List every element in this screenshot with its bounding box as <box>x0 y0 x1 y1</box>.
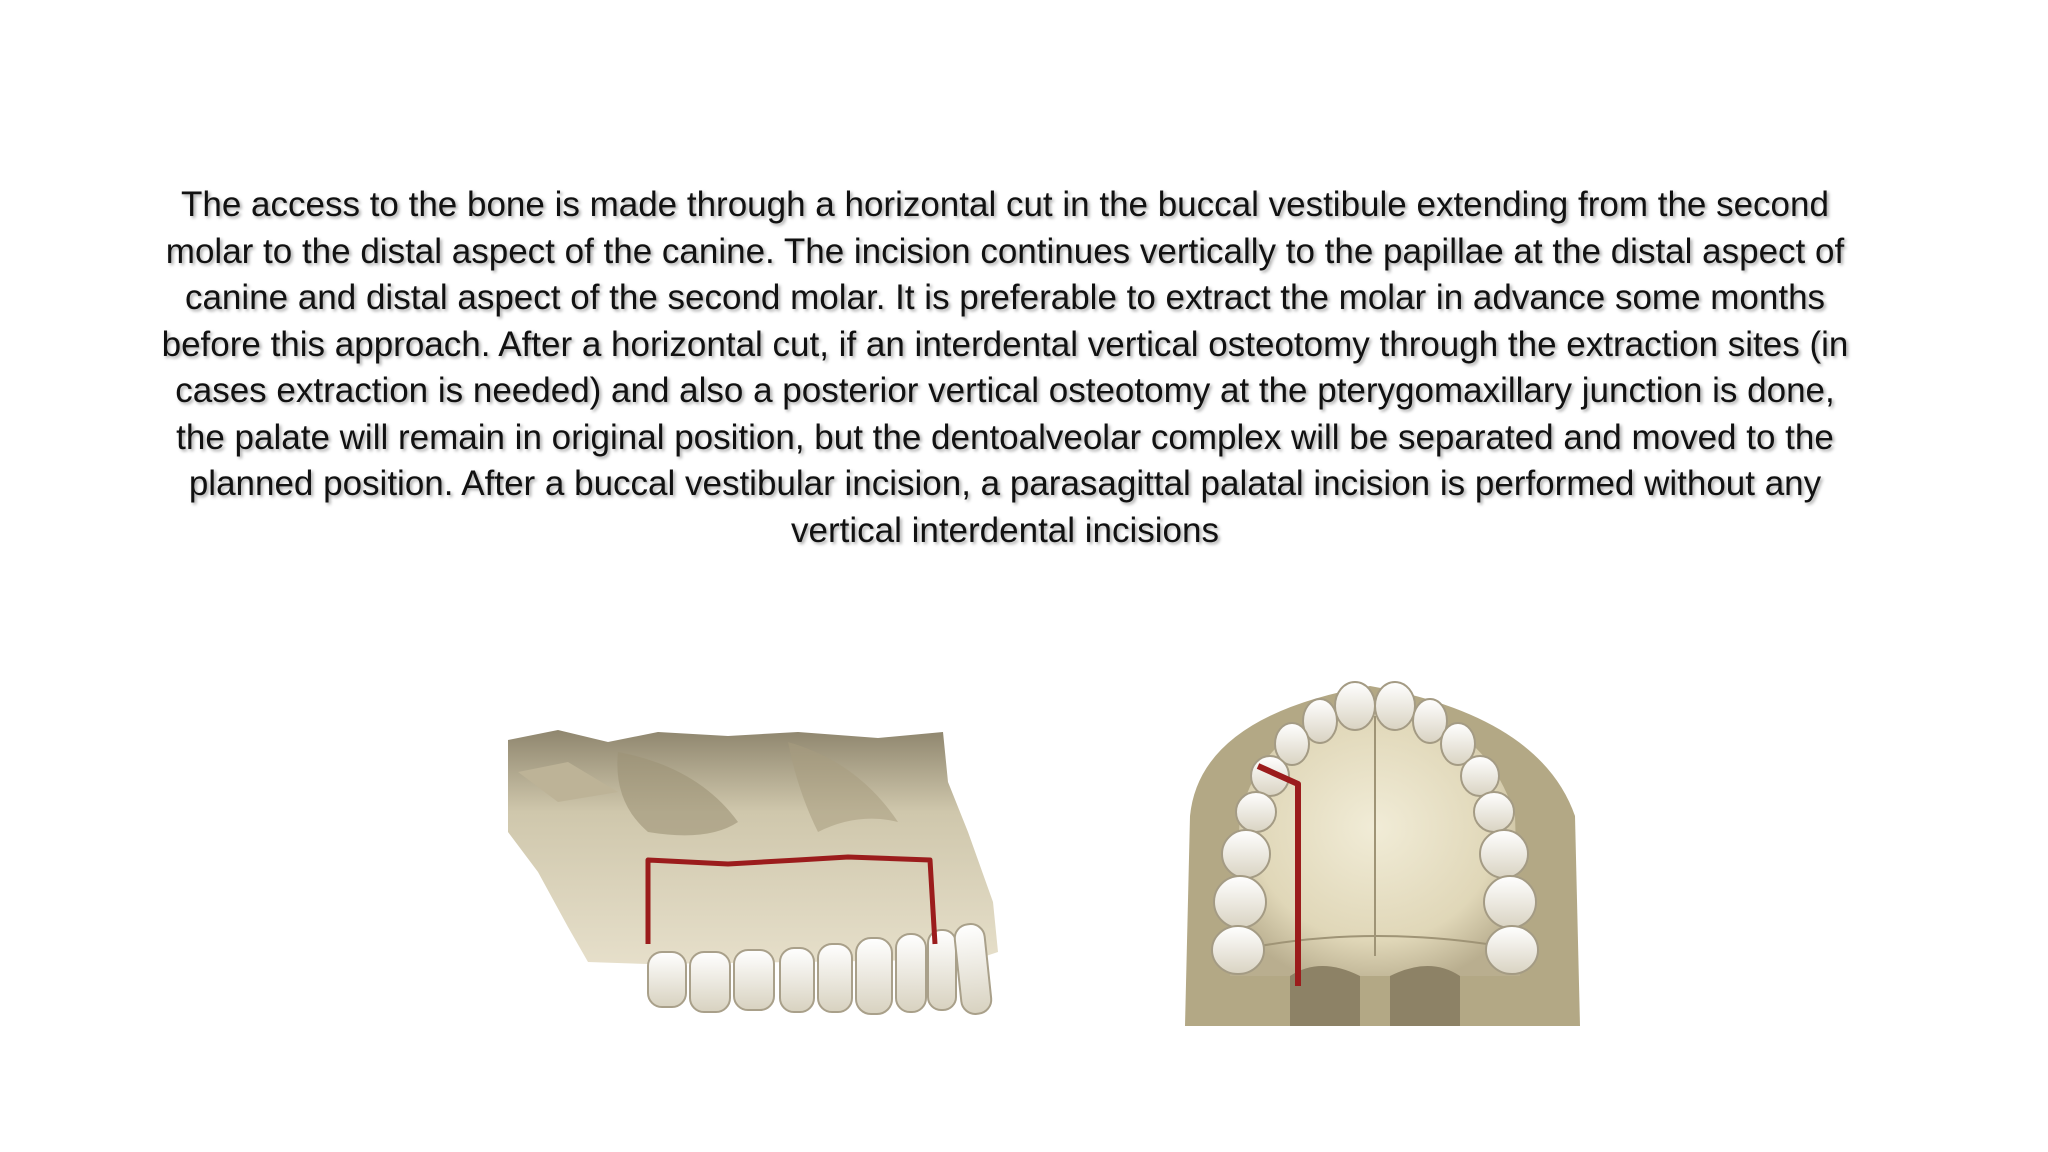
maxilla-bone <box>508 730 998 964</box>
maxilla-palatal-illustration <box>1170 676 1610 1036</box>
choana-right <box>1390 966 1460 1026</box>
slide-body-text: The access to the bone is made through a horizontal cut in the buccal vestibule extending from the second molar to the distal aspect of the canine. The incision continues vertically to the papillae at the distal aspect of canine and distal aspect of the second molar. It is preferable to extract the molar in advance some months before this approach. After a horizontal cut, if an interdental vertical osteotomy through the extraction sites (in cases extraction is needed) and also a posterior vertical osteotomy at the pterygomaxillary junction is done, the palate will remain in original position, but the dentoalveolar complex will be separated and moved to the planned position. After a buccal vestibular incision, a parasagittal palatal incision is performed without any vertical interdental incisions <box>161 185 1849 550</box>
maxilla-lateral-drawing <box>498 712 1038 1032</box>
maxilla-lateral-illustration <box>498 712 1038 1032</box>
maxilla-palatal-drawing <box>1170 676 1610 1036</box>
